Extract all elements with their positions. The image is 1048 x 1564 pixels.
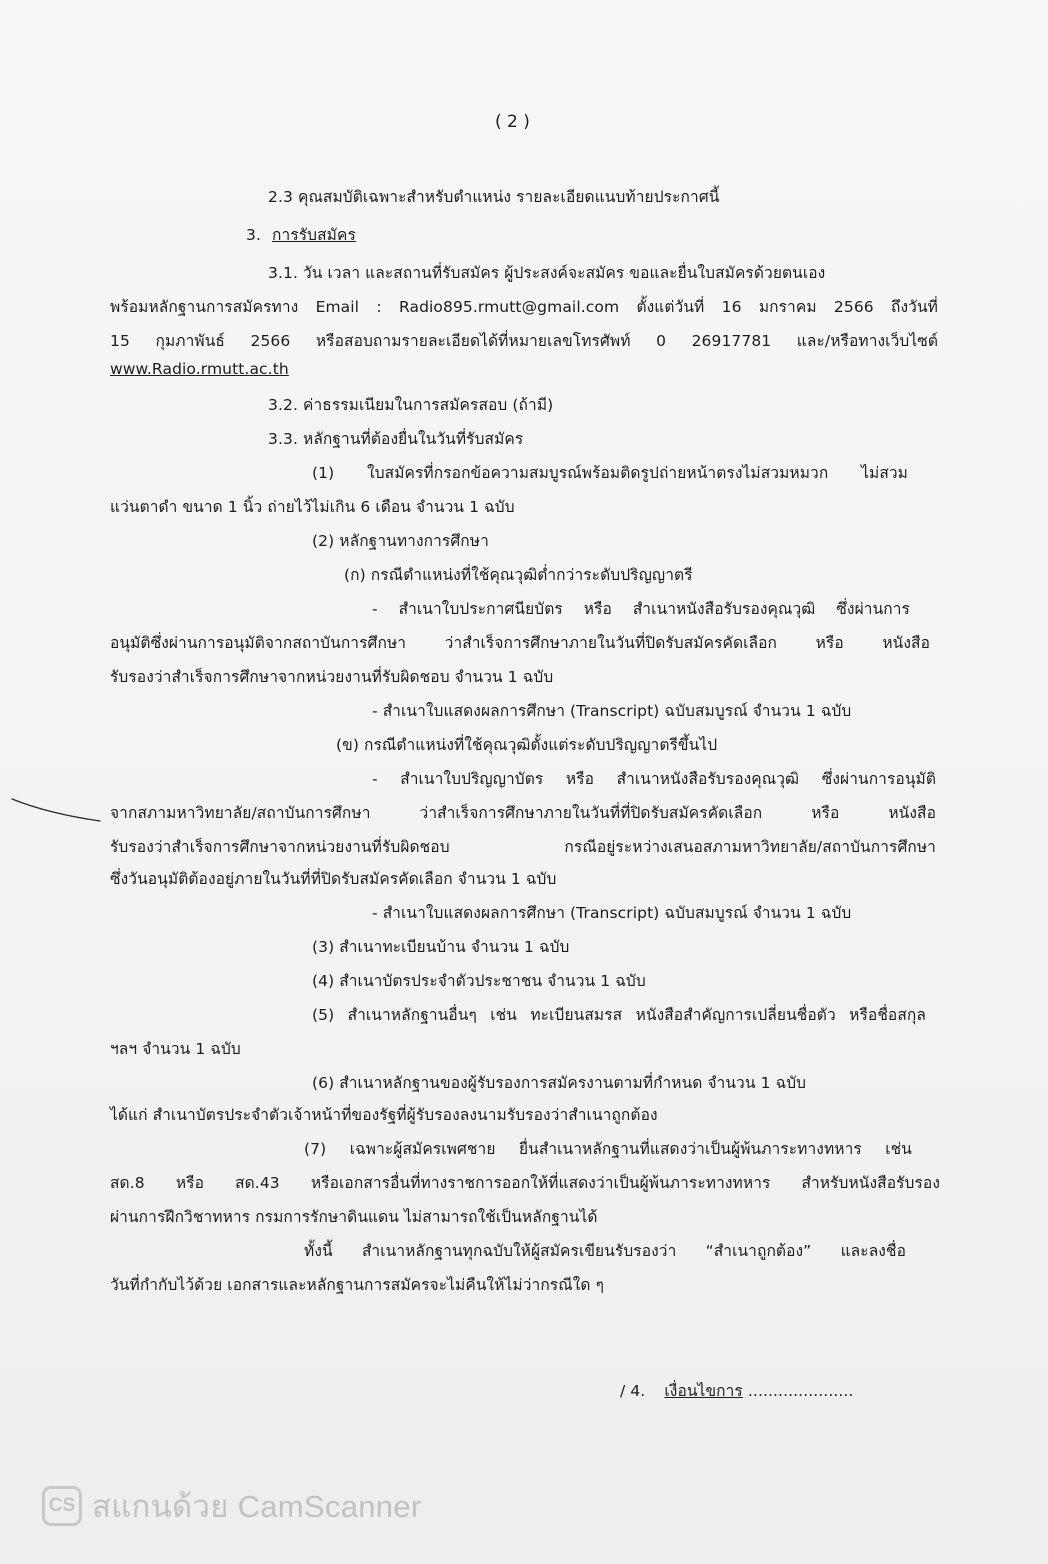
section-3-heading (246, 224, 356, 246)
paragraph-line: 15 กุมภาพันธ์ 2566 หรือสอบถามรายละเอียดได้ที่หมายเลขโทรศัพท์ 0 26917781 และ/หรือทางเว็บไซต์ (110, 332, 938, 350)
paragraph-line: จากสภามหาวิทยาลัย/สถาบันการศึกษา ว่าสำเร็จการศึกษาภายในวันที่ที่ปิดรับสมัครคัดเลือก หรือ หนังสือ (110, 804, 936, 822)
item-2-b-bullet-1: - สำเนาใบปริญญาบัตร หรือ สำเนาหนังสือรับรองคุณวุฒิ ซึ่งผ่านการอนุมัติ (372, 770, 936, 788)
paragraph-line: ซึ่งวันอนุมัติต้องอยู่ภายในวันที่ที่ปิดรับสมัครคัดเลือก จำนวน 1 ฉบับ (110, 870, 557, 888)
paragraph-line: สด.8 หรือ สด.43 หรือเอกสารอื่นที่ทางราชการออกให้ที่แสดงว่าเป็นผู้พ้นภาระทางทหาร สำหรับหนังสือรับรอง (110, 1174, 940, 1192)
item-1: (1) ใบสมัครที่กรอกข้อความสมบูรณ์พร้อมติดรูปถ่ายหน้าตรงไม่สวมหมวก ไม่สวม (312, 464, 908, 482)
item-5: (5) สำเนาหลักฐานอื่นๆ เช่น ทะเบียนสมรส หนังสือสำคัญการเปลี่ยนชื่อตัว หรือชื่อสกุล (312, 1006, 926, 1024)
item-2-a-bullet-1: - สำเนาใบประกาศนียบัตร หรือ สำเนาหนังสือรับรองคุณวุฒิ ซึ่งผ่านการ (372, 600, 910, 618)
item-6: (6) สำเนาหลักฐานของผู้รับรองการสมัครงานตามที่กำหนด จำนวน 1 ฉบับ (312, 1074, 807, 1092)
camscanner-logo-icon: CS (42, 1486, 82, 1526)
paragraph-line: วันที่กำกับไว้ด้วย เอกสารและหลักฐานการสมัครจะไม่คืนให้ไม่ว่ากรณีใด ๆ (110, 1276, 605, 1294)
paragraph-line: ฯลฯ จำนวน 1 ฉบับ (110, 1040, 241, 1058)
paragraph-line: ได้แก่ สำเนาบัตรประจำตัวเจ้าหน้าที่ของรัฐที่ผู้รับรองลงนามรับรองว่าสำเนาถูกต้อง (110, 1106, 658, 1124)
section-3-title: การรับสมัคร (272, 226, 356, 244)
continuation-word: เงื่อนไขการ (664, 1382, 743, 1400)
website-link[interactable]: www.Radio.rmutt.ac.th (110, 360, 289, 378)
paragraph-line: รับรองว่าสำเร็จการศึกษาจากหน่วยงานที่รับผิดชอบ จำนวน 1 ฉบับ (110, 668, 554, 686)
paragraph-line: อนุมัติซึ่งผ่านการอนุมัติจากสถาบันการศึกษา ว่าสำเร็จการศึกษาภายในวันที่ปิดรับสมัครคัดเลือก หรือ หนังสือ (110, 634, 930, 652)
item-2: (2) หลักฐานทางการศึกษา (312, 532, 489, 550)
section-3-number: 3. (246, 226, 261, 244)
item-2-b: (ข) กรณีตำแหน่งที่ใช้คุณวุฒิตั้งแต่ระดับปริญญาตรีขึ้นไป (336, 736, 718, 754)
section-3-1: 3.1. วัน เวลา และสถานที่รับสมัคร ผู้ประสงค์จะสมัคร ขอและยื่นใบสมัครด้วยตนเอง (268, 264, 826, 282)
note-paragraph: ทั้งนี้ สำเนาหลักฐานทุกฉบับให้ผู้สมัครเขียนรับรองว่า “สำเนาถูกต้อง” และลงชื่อ (304, 1242, 906, 1260)
paragraph-line: ผ่านการฝึกวิชาทหาร กรมการรักษาดินแดน ไม่สามารถใช้เป็นหลักฐานได้ (110, 1208, 598, 1226)
item-7: (7) เฉพาะผู้สมัครเพศชาย ยื่นสำเนาหลักฐานที่แสดงว่าเป็นผู้พ้นภาระทางทหาร เช่น (304, 1140, 912, 1158)
item-4: (4) สำเนาบัตรประจำตัวประชาชน จำนวน 1 ฉบับ (312, 972, 646, 990)
page-number: ( 2 ) (495, 112, 530, 132)
camscanner-watermark (42, 1484, 422, 1528)
continuation-marker (620, 1380, 853, 1402)
item-2-b-bullet-2: - สำเนาใบแสดงผลการศึกษา (Transcript) ฉบับสมบูรณ์ จำนวน 1 ฉบับ (372, 904, 852, 922)
section-3-2: 3.2. ค่าธรรมเนียมในการสมัครสอบ (ถ้ามี) (268, 396, 554, 414)
item-2-a: (ก) กรณีตำแหน่งที่ใช้คุณวุฒิต่ำกว่าระดับปริญญาตรี (344, 566, 693, 584)
continuation-dots: ..................... (747, 1382, 854, 1400)
pen-stroke-mark (10, 795, 102, 825)
section-2-3: 2.3 คุณสมบัติเฉพาะสำหรับตำแหน่ง รายละเอียดแนบท้ายประกาศนี้ (268, 188, 720, 206)
watermark-text: สแกนด้วย CamScanner (92, 1489, 422, 1524)
item-2-a-bullet-2: - สำเนาใบแสดงผลการศึกษา (Transcript) ฉบับสมบูรณ์ จำนวน 1 ฉบับ (372, 702, 852, 720)
item-3: (3) สำเนาทะเบียนบ้าน จำนวน 1 ฉบับ (312, 938, 570, 956)
section-3-3: 3.3. หลักฐานที่ต้องยื่นในวันที่รับสมัคร (268, 430, 524, 448)
continuation-prefix: / 4. (620, 1382, 646, 1400)
paragraph-line: พร้อมหลักฐานการสมัครทาง Email : Radio895.rmutt@gmail.com ตั้งแต่วันที่ 16 มกราคม 2566 ถึงวันที่ (110, 298, 938, 316)
paragraph-line: รับรองว่าสำเร็จการศึกษาจากหน่วยงานที่รับผิดชอบ กรณีอยู่ระหว่างเสนอสภามหาวิทยาลัย/สถาบันการศึกษา (110, 838, 936, 856)
paragraph-line: แว่นตาดำ ขนาด 1 นิ้ว ถ่ายไว้ไม่เกิน 6 เดือน จำนวน 1 ฉบับ (110, 498, 515, 516)
